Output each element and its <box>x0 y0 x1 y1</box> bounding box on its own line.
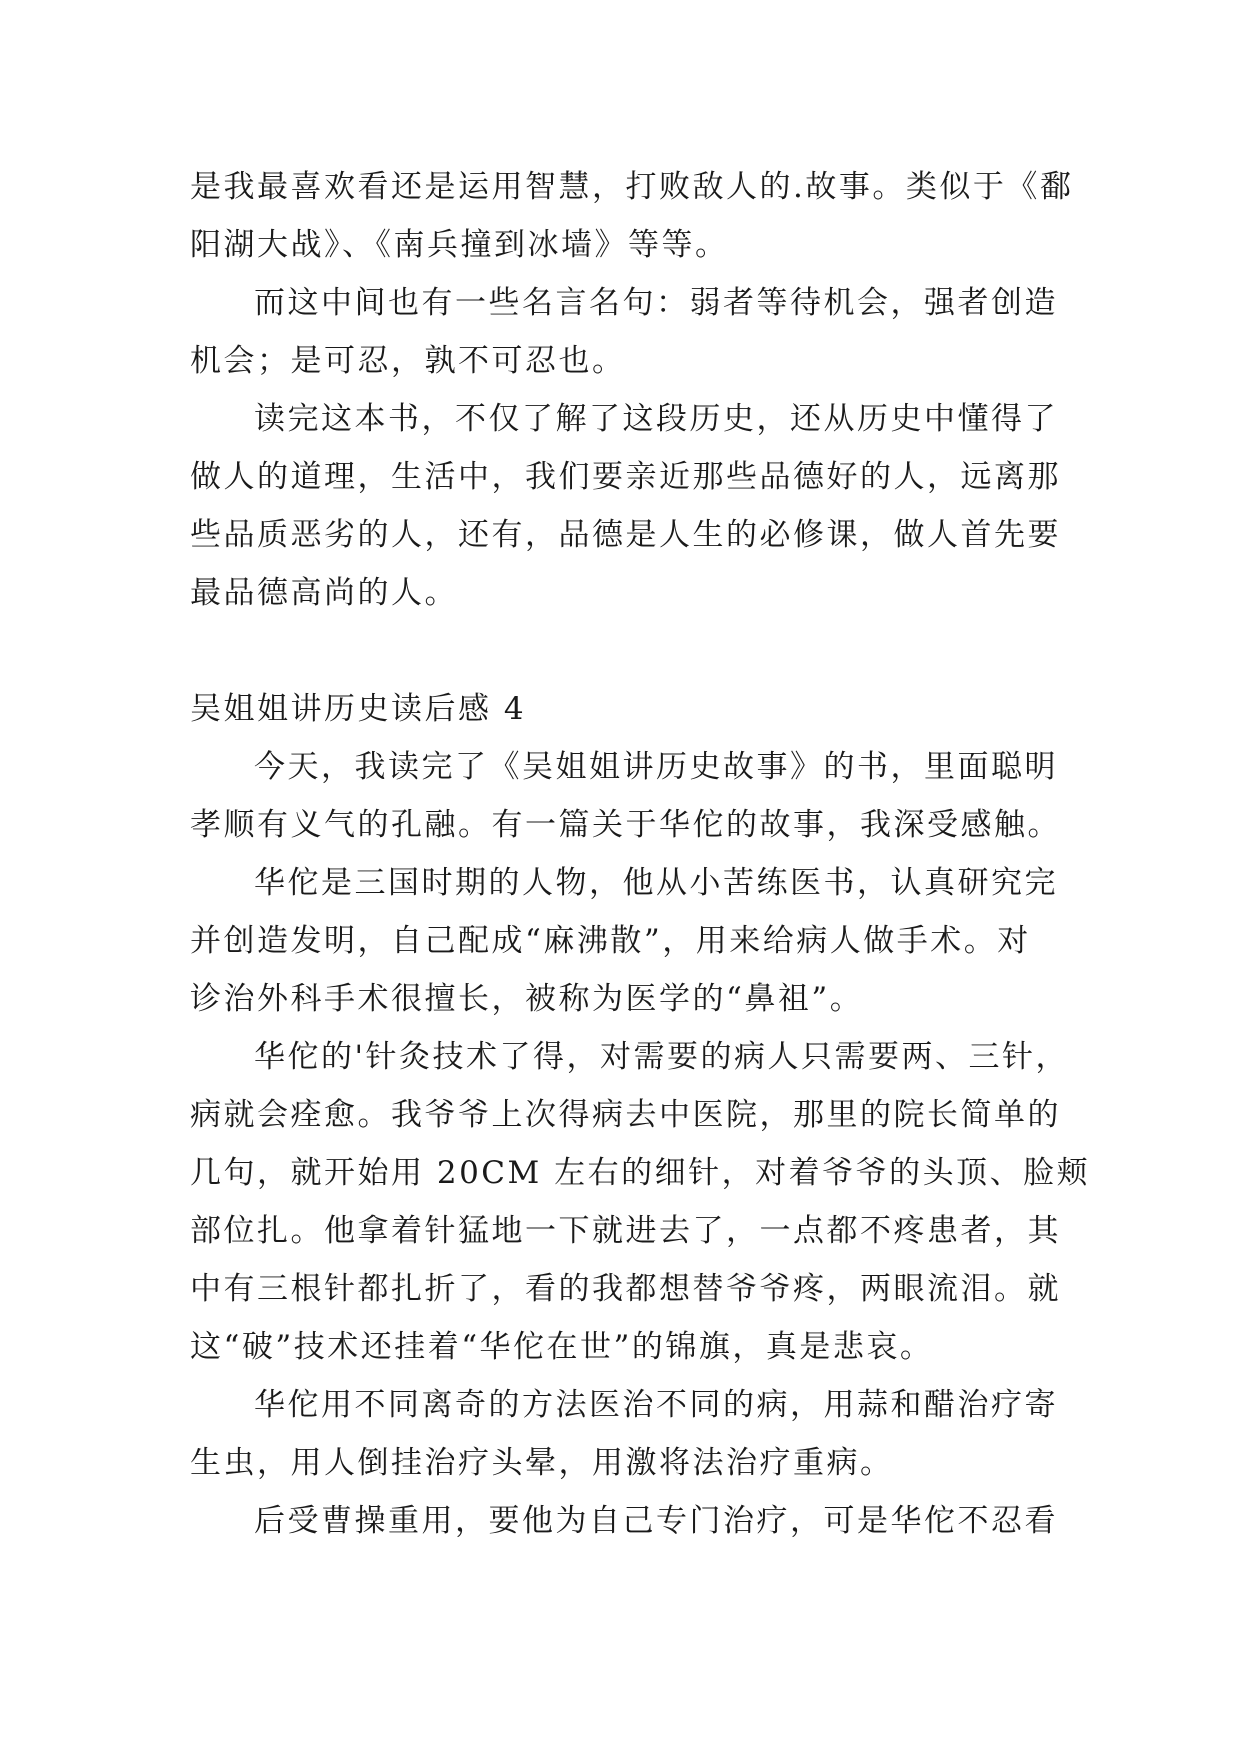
paragraph-line: 诊治外科手术很擅长，被称为医学的“鼻祖”。 <box>190 981 864 1017</box>
paragraph-line: 华佗用不同离奇的方法医治不同的病，用蒜和醋治疗寄 <box>254 1387 1058 1423</box>
paragraph-line: 病就会痊愈。我爷爷上次得病去中医院，那里的院长简单的 <box>190 1097 1061 1133</box>
paragraph-line: 华佗是三国时期的人物，他从小苦练医书，认真研究完 <box>254 865 1058 901</box>
paragraph-line: 是我最喜欢看还是运用智慧，打败敌人的.故事。类似于《鄱 <box>190 169 1074 205</box>
paragraph-line: 今天，我读完了《吴姐姐讲历史故事》的书，里面聪明 <box>254 749 1058 785</box>
paragraph-line: 并创造发明，自己配成“麻沸散”，用来给病人做手术。对 <box>190 923 1031 959</box>
paragraph-line: 生虫，用人倒挂治疗头晕，用激将法治疗重病。 <box>190 1445 894 1481</box>
paragraph-line: 些品质恶劣的人，还有，品德是人生的必修课，做人首先要 <box>190 517 1061 553</box>
text-block-a <box>190 158 1074 622</box>
paragraph-line: 机会；是可忍，孰不可忍也。 <box>190 343 626 379</box>
paragraph-line: 阳湖大战》、《南兵撞到冰墙》等等。 <box>190 227 729 263</box>
section-heading: 吴姐姐讲历史读后感 4 <box>190 691 527 727</box>
paragraph-line: 这“破”技术还挂着“华佗在世”的锦旗，真是悲哀。 <box>190 1329 934 1365</box>
paragraph-line: 几句，就开始用 20CM 左右的细针，对着爷爷的头顶、脸颊 <box>190 1155 1091 1191</box>
paragraph-line: 部位扎。他拿着针猛地一下就进去了，一点都不疼患者，其 <box>190 1213 1061 1249</box>
paragraph-line: 读完这本书，不仅了解了这段历史，还从历史中懂得了 <box>254 401 1058 437</box>
paragraph-line: 中有三根针都扎折了，看的我都想替爷爷疼，两眼流泪。就 <box>190 1271 1061 1307</box>
paragraph-line: 而这中间也有一些名言名句：弱者等待机会，强者创造 <box>254 285 1058 321</box>
paragraph-line: 做人的道理，生活中，我们要亲近那些品德好的人，远离那 <box>190 459 1061 495</box>
paragraph-line: 华佗的'针灸技术了得，对需要的病人只需要两、三针， <box>254 1039 1070 1075</box>
text-block-b <box>190 738 1091 1550</box>
paragraph-line: 孝顺有义气的孔融。有一篇关于华佗的故事，我深受感触。 <box>190 807 1061 843</box>
section-heading-block <box>190 680 1050 738</box>
paragraph-line: 最品德高尚的人。 <box>190 575 458 611</box>
paragraph-line: 后受曹操重用，要他为自己专门治疗，可是华佗不忍看 <box>254 1503 1058 1539</box>
